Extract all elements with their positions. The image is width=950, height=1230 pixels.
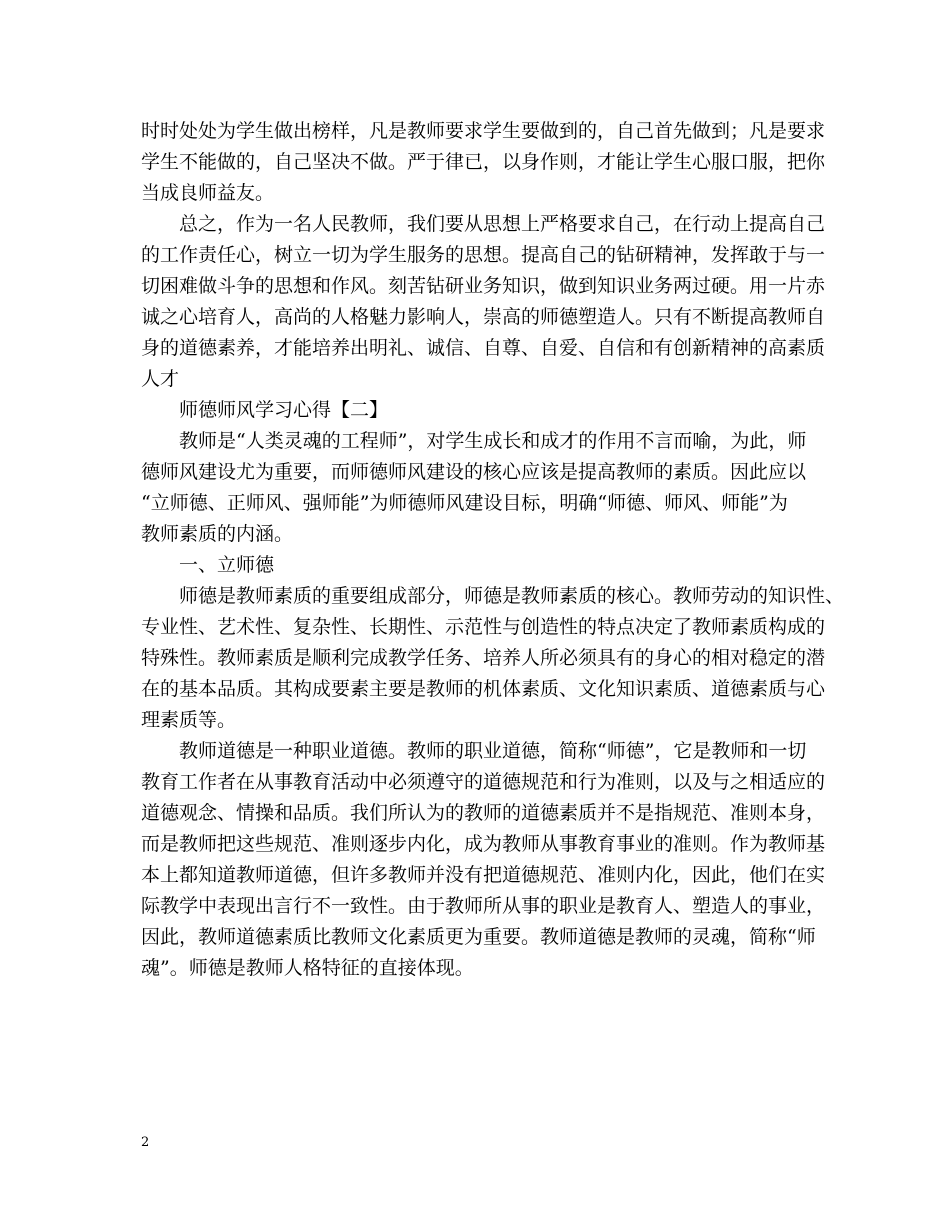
page-number: 2	[141, 1135, 150, 1150]
body-text	[141, 116, 845, 984]
text-line: 学生不能做的，自己坚决不做。严于律已，以身作则，才能让学生心服口服，把你	[141, 151, 826, 173]
text-line: 人才	[141, 368, 180, 390]
text-line: 际教学中表现出言行不一致性。由于教师所从事的职业是教育人、塑造人的事业，	[141, 895, 826, 917]
text-line: 切困难做斗争的思想和作风。刻苦钻研业务知识，做到知识业务两过硬。用一片赤	[141, 275, 826, 297]
text-line: 教师道德是一种职业道德。教师的职业道德，简称“师德”，它是教师和一切	[179, 740, 807, 762]
text-line: 本上都知道教师道德，但许多教师并没有把道德规范、准则内化，因此，他们在实	[141, 864, 826, 886]
text-line: 的工作责任心，树立一切为学生服务的思想。提高自己的钻研精神，发挥敢于与一	[141, 244, 826, 266]
text-line: 理素质等。	[141, 709, 237, 731]
text-line: 德师风建设尤为重要，而师德师风建设的核心应该是提高教师的素质。因此应以	[141, 461, 807, 483]
text-line: 师德是教师素质的重要组成部分，师德是教师素质的核心。教师劳动的知识性、	[179, 585, 845, 607]
section-heading: 师德师风学习心得【二】	[179, 399, 389, 421]
text-line: 时时处处为学生做出榜样，凡是教师要求学生要做到的，自己首先做到；凡是要求	[141, 120, 826, 142]
text-line: 道德观念、情操和品质。我们所认为的教师的道德素质并不是指规范、准则本身，	[141, 802, 826, 824]
text-line: 教育工作者在从事教育活动中必须遵守的道德规范和行为准则，以及与之相适应的	[141, 771, 826, 793]
text-line: 特殊性。教师素质是顺利完成教学任务、培养人所必须具有的身心的相对稳定的潜	[141, 647, 826, 669]
subsection-heading: 一、立师德	[179, 554, 275, 576]
text-line: 在的基本品质。其构成要素主要是教师的机体素质、文化知识素质、道德素质与心	[141, 678, 826, 700]
text-line: 身的道德素养，才能培养出明礼、诚信、自尊、自爱、自信和有创新精神的高素质	[141, 337, 826, 359]
text-line: 魂”。师德是教师人格特征的直接体现。	[141, 957, 474, 979]
text-line: 而是教师把这些规范、准则逐步内化，成为教师从事教育事业的准则。作为教师基	[141, 833, 826, 855]
text-line: “立师德、正师风、强师能”为师德师风建设目标，明确“师德、师风、师能”为	[141, 492, 788, 514]
text-line: 教师是“人类灵魂的工程师”，对学生成长和成才的作用不言而喻，为此，师	[179, 430, 807, 452]
text-line: 总之，作为一名人民教师，我们要从思想上严格要求自己，在行动上提高自己	[179, 213, 826, 235]
text-line: 因此，教师道德素质比教师文化素质更为重要。教师道德是教师的灵魂，简称“师	[141, 926, 816, 948]
text-line: 当成良师益友。	[141, 182, 275, 204]
text-line: 诚之心培育人，高尚的人格魅力影响人，崇高的师德塑造人。只有不断提高教师自	[141, 306, 826, 328]
text-line: 专业性、艺术性、复杂性、长期性、示范性与创造性的特点决定了教师素质构成的	[141, 616, 826, 638]
text-line: 教师素质的内涵。	[141, 523, 294, 545]
